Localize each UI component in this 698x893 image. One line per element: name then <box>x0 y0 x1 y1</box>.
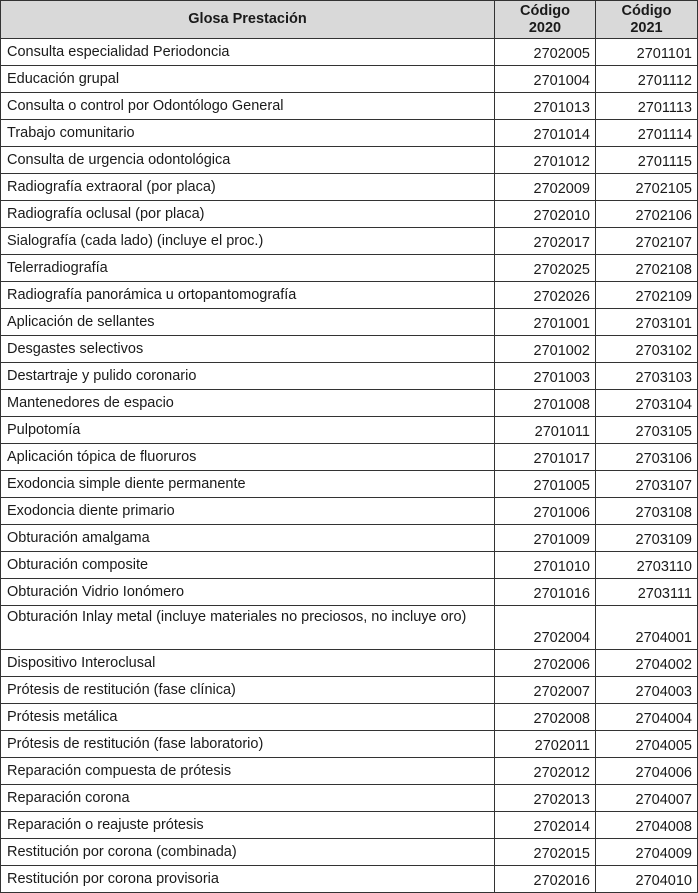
code-2020-cell: 2702012 <box>495 758 596 785</box>
code-2021-cell: 2702109 <box>596 282 698 309</box>
table-row <box>1 336 698 363</box>
code-2020-cell: 2701016 <box>495 579 596 606</box>
code-2021-cell: 2704009 <box>596 839 698 866</box>
glosa-cell: Reparación compuesta de prótesis <box>1 758 495 785</box>
code-2020-cell: 2701003 <box>495 363 596 390</box>
code-2021-cell: 2701113 <box>596 93 698 120</box>
glosa-cell: Consulta o control por Odontólogo General <box>1 93 495 120</box>
table-row <box>1 704 698 731</box>
glosa-cell: Dispositivo Interoclusal <box>1 650 495 677</box>
code-2020-cell: 2701010 <box>495 552 596 579</box>
code-2020-cell: 2702007 <box>495 677 596 704</box>
code-2021-header-line2: 2021 <box>630 19 663 36</box>
code-2020-cell: 2702009 <box>495 174 596 201</box>
code-2021-cell: 2702108 <box>596 255 698 282</box>
table-row <box>1 471 698 498</box>
code-2021-cell: 2704010 <box>596 866 698 893</box>
code-2021-cell: 2701112 <box>596 66 698 93</box>
code-2020-cell: 2702013 <box>495 785 596 812</box>
code-2020-cell: 2701017 <box>495 444 596 471</box>
table-row <box>1 201 698 228</box>
table-body <box>1 39 698 893</box>
code-2020-cell: 2701014 <box>495 120 596 147</box>
code-2020-cell: 2702010 <box>495 201 596 228</box>
table-row <box>1 93 698 120</box>
glosa-cell: Aplicación tópica de fluoruros <box>1 444 495 471</box>
glosa-cell: Obturación Inlay metal (incluye materiales no preciosos, no incluye oro) <box>1 606 495 650</box>
table-row <box>1 650 698 677</box>
code-2020-cell: 2702004 <box>495 606 596 650</box>
table-row <box>1 444 698 471</box>
code-2021-header-line1: Código <box>621 2 672 19</box>
glosa-cell: Restitución por corona provisoria <box>1 866 495 893</box>
glosa-cell: Reparación corona <box>1 785 495 812</box>
code-2021-cell: 2702106 <box>596 201 698 228</box>
code-2020-cell: 2701001 <box>495 309 596 336</box>
code-2020-header-line2: 2020 <box>528 19 562 36</box>
code-2020-cell: 2702017 <box>495 228 596 255</box>
glosa-cell: Mantenedores de espacio <box>1 390 495 417</box>
code-2020-cell: 2701002 <box>495 336 596 363</box>
glosa-cell: Sialografía (cada lado) (incluye el proc.) <box>1 228 495 255</box>
glosa-cell: Radiografía oclusal (por placa) <box>1 201 495 228</box>
code-2021-cell: 2704001 <box>596 606 698 650</box>
glosa-cell: Obturación composite <box>1 552 495 579</box>
code-2021-cell: 2704008 <box>596 812 698 839</box>
glosa-cell: Educación grupal <box>1 66 495 93</box>
code-2020-cell: 2702006 <box>495 650 596 677</box>
glosa-cell: Prótesis metálica <box>1 704 495 731</box>
code-2021-cell: 2701114 <box>596 120 698 147</box>
code-2020-cell: 2701009 <box>495 525 596 552</box>
code-2021-cell: 2704007 <box>596 785 698 812</box>
table-row <box>1 812 698 839</box>
table-row <box>1 677 698 704</box>
code-2021-cell: 2704006 <box>596 758 698 785</box>
glosa-cell: Pulpotomía <box>1 417 495 444</box>
code-2021-cell: 2703109 <box>596 525 698 552</box>
code-2021-cell: 2703102 <box>596 336 698 363</box>
code-2020-cell: 2702008 <box>495 704 596 731</box>
code-2020-cell: 2702014 <box>495 812 596 839</box>
code-2020-cell: 2701005 <box>495 471 596 498</box>
table-row <box>1 309 698 336</box>
code-2020-cell: 2701008 <box>495 390 596 417</box>
code-2021-cell: 2703103 <box>596 363 698 390</box>
code-2021-cell: 2704005 <box>596 731 698 758</box>
code-2021-cell: 2704002 <box>596 650 698 677</box>
code-2021-cell: 2703111 <box>596 579 698 606</box>
code-2021-cell: 2704003 <box>596 677 698 704</box>
code-2021-cell: 2703101 <box>596 309 698 336</box>
table-row <box>1 839 698 866</box>
table-row <box>1 147 698 174</box>
glosa-cell: Desgastes selectivos <box>1 336 495 363</box>
code-2020-cell: 2702015 <box>495 839 596 866</box>
code-2021-cell: 2703104 <box>596 390 698 417</box>
table-row <box>1 417 698 444</box>
code-2020-cell: 2701012 <box>495 147 596 174</box>
glosa-cell: Prótesis de restitución (fase clínica) <box>1 677 495 704</box>
code-2021-header <box>596 1 698 39</box>
code-2020-cell: 2701004 <box>495 66 596 93</box>
glosa-cell: Reparación o reajuste prótesis <box>1 812 495 839</box>
glosa-cell: Consulta especialidad Periodoncia <box>1 39 495 66</box>
code-2021-cell: 2703108 <box>596 498 698 525</box>
code-2020-cell: 2702016 <box>495 866 596 893</box>
table-row <box>1 363 698 390</box>
code-2020-cell: 2701006 <box>495 498 596 525</box>
glosa-cell: Aplicación de sellantes <box>1 309 495 336</box>
table-header-row <box>1 1 698 39</box>
table-row <box>1 525 698 552</box>
table-row <box>1 66 698 93</box>
code-2020-cell: 2701011 <box>495 417 596 444</box>
glosa-cell: Trabajo comunitario <box>1 120 495 147</box>
table-row <box>1 866 698 893</box>
glosa-cell: Radiografía extraoral (por placa) <box>1 174 495 201</box>
glosa-cell: Prótesis de restitución (fase laboratorio) <box>1 731 495 758</box>
code-2020-header <box>495 1 596 39</box>
table-row <box>1 606 698 650</box>
table-row <box>1 390 698 417</box>
table-row <box>1 731 698 758</box>
glosa-cell: Consulta de urgencia odontológica <box>1 147 495 174</box>
glosa-cell: Radiografía panorámica u ortopantomografía <box>1 282 495 309</box>
code-2020-cell: 2702026 <box>495 282 596 309</box>
code-2021-cell: 2702107 <box>596 228 698 255</box>
code-2021-cell: 2703106 <box>596 444 698 471</box>
code-2021-cell: 2702105 <box>596 174 698 201</box>
glosa-cell: Obturación amalgama <box>1 525 495 552</box>
table-row <box>1 579 698 606</box>
table-row <box>1 120 698 147</box>
table-row <box>1 39 698 66</box>
code-2021-cell: 2701101 <box>596 39 698 66</box>
glosa-cell: Exodoncia simple diente permanente <box>1 471 495 498</box>
glosa-cell: Exodoncia diente primario <box>1 498 495 525</box>
table-row <box>1 174 698 201</box>
code-2020-cell: 2702005 <box>495 39 596 66</box>
code-2021-cell: 2701115 <box>596 147 698 174</box>
glosa-cell: Destartraje y pulido coronario <box>1 363 495 390</box>
table-row <box>1 255 698 282</box>
code-2021-cell: 2703105 <box>596 417 698 444</box>
code-2021-cell: 2704004 <box>596 704 698 731</box>
code-2020-header-line1: Código <box>520 2 570 19</box>
table-row <box>1 282 698 309</box>
code-2020-cell: 2702025 <box>495 255 596 282</box>
table-row <box>1 758 698 785</box>
code-2020-cell: 2702011 <box>495 731 596 758</box>
table-row <box>1 498 698 525</box>
table-row <box>1 785 698 812</box>
code-2020-cell: 2701013 <box>495 93 596 120</box>
table-row <box>1 552 698 579</box>
code-2021-cell: 2703110 <box>596 552 698 579</box>
glosa-cell: Telerradiografía <box>1 255 495 282</box>
glosa-cell: Restitución por corona (combinada) <box>1 839 495 866</box>
table-row <box>1 228 698 255</box>
code-2021-cell: 2703107 <box>596 471 698 498</box>
glosa-cell: Obturación Vidrio Ionómero <box>1 579 495 606</box>
glosa-header: Glosa Prestación <box>1 1 495 39</box>
